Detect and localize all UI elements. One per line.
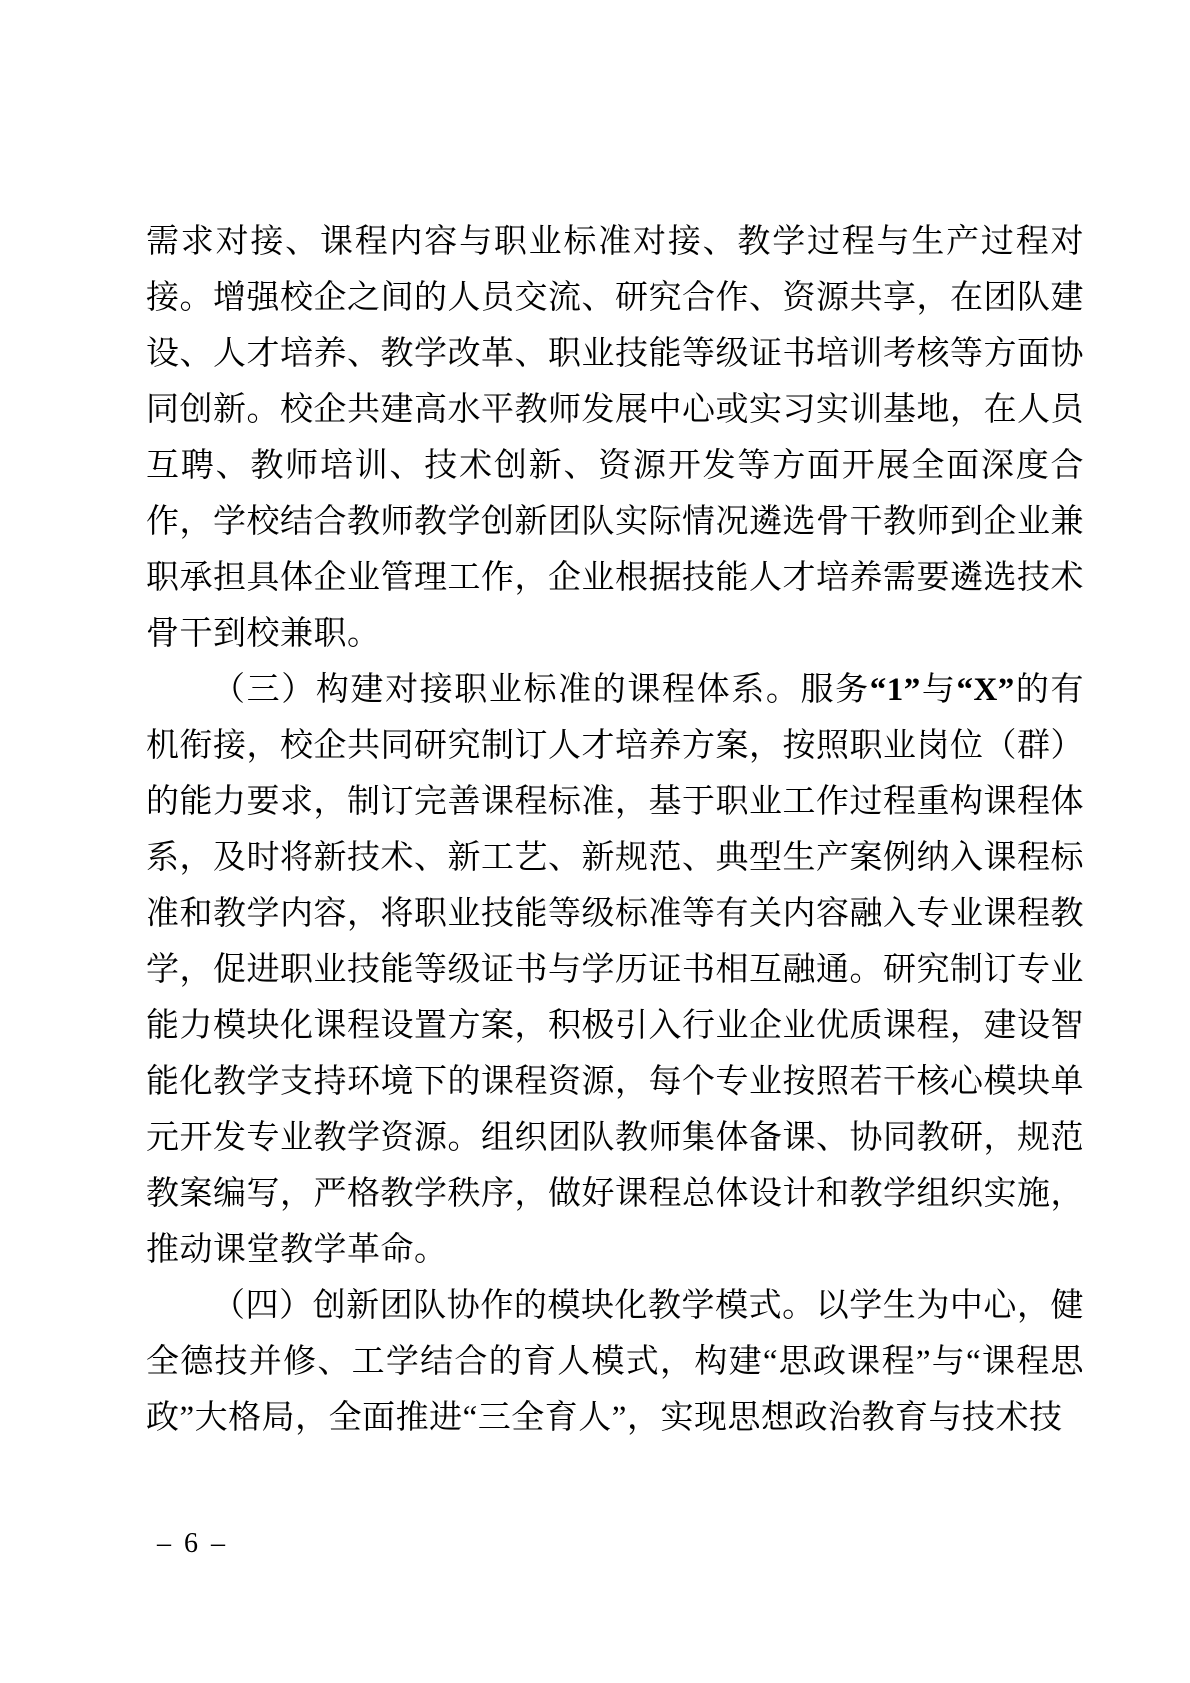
paragraph-continuation	[146, 214, 1084, 662]
page-number: – 6 –	[157, 1528, 228, 1559]
paragraph-section-4	[146, 1278, 1084, 1446]
text-segment: 的有机衔接，校企共同研究制订人才培养方案，按照职业岗位（群）的能力要求，制订完善课程标准，基于职业工作过程重构课程体系，及时将新技术、新工艺、新规范、典型生产案例纳入课程标准和教学内容，将职业技能等级标准等有关内容融入专业课程教学，促进职业技能等级证书与学历证书相互融通。研究制订专业能力模块化课程设置方案，积极引入行业企业优质课程，建设智能化教学支持环境下的课程资源，每个专业按照若干核心模块单元开发专业教学资源。组织团队教师集体备课、协同教研，规范教案编写，严格教学秩序，做好课程总体设计和教学组织实施，推动课堂教学革命。	[146, 672, 1085, 1268]
text-segment: （三）构建对接职业标准的课程体系。服务	[212, 672, 870, 708]
bold-text-segment: “X”	[956, 672, 1015, 708]
bold-text-segment: “1”	[869, 672, 921, 708]
document-body	[146, 214, 1084, 1446]
text-segment: （四）创新团队协作的模块化教学模式。以学生为中心，健全德技并修、工学结合的育人模式，构建“思政课程”与“课程思政”大格局，全面推进“三全育人”，实现思想政治教育与技术技	[146, 1288, 1084, 1436]
text-segment: 与	[920, 672, 957, 708]
paragraph-section-3	[146, 662, 1084, 1278]
text-segment: 需求对接、课程内容与职业标准对接、教学过程与生产过程对接。增强校企之间的人员交流、研究合作、资源共享，在团队建设、人才培养、教学改革、职业技能等级证书培训考核等方面协同创新。校企共建高水平教师发展中心或实习实训基地，在人员互聘、教师培训、技术创新、资源开发等方面开展全面深度合作，学校结合教师教学创新团队实际情况遴选骨干教师到企业兼职承担具体企业管理工作，企业根据技能人才培养需要遴选技术骨干到校兼职。	[146, 224, 1084, 652]
